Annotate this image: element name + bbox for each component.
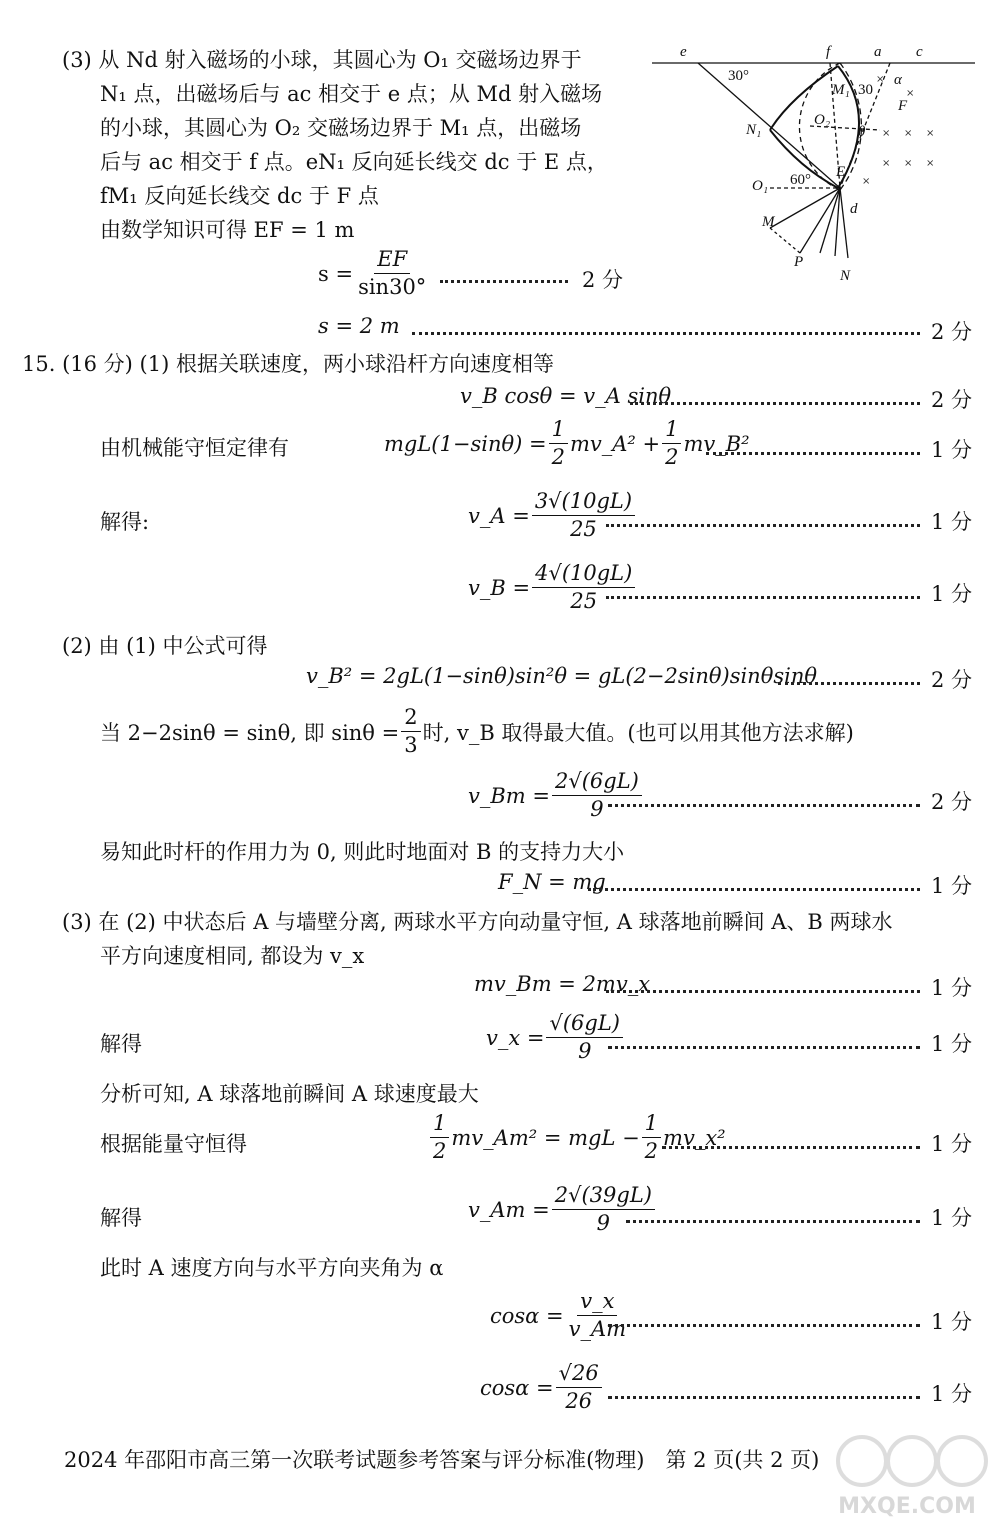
denominator: 9 <box>596 1211 611 1236</box>
equation-vA <box>468 490 637 541</box>
denominator: 26 <box>565 1389 593 1414</box>
equation-momentum: mv_Bm = 2mv_x <box>474 972 651 996</box>
leader-dots <box>608 804 920 807</box>
leader-dots <box>608 1324 920 1327</box>
denominator: 2 <box>551 445 565 470</box>
equation-energy <box>384 418 750 469</box>
label-N: N <box>840 268 851 284</box>
label-angle-60: 60° <box>790 172 811 188</box>
solve-label-2: 解得 <box>100 1032 142 1056</box>
equation-FN: F_N = mg <box>498 870 606 894</box>
vAm-lhs: v_Am = <box>468 1197 550 1222</box>
label-O2: O₂ <box>814 112 831 128</box>
label-M: M <box>762 214 775 230</box>
energy2-mid1: mv_Am² = mgL − <box>451 1125 640 1150</box>
page-footer: 2024 年邵阳市高三第一次联考试题参考答案与评分标准(物理) 第 2 页(共 2 页) <box>64 1448 820 1472</box>
vx-lhs: v_x = <box>486 1025 545 1050</box>
label-angle-30: 30° <box>728 68 749 84</box>
vA-fraction <box>532 490 635 541</box>
equation-cos-2 <box>480 1362 604 1413</box>
half-fraction <box>549 418 568 469</box>
energy-rhs1: mv_A² + <box>569 431 661 456</box>
score: 1 分 <box>930 1032 972 1056</box>
denominator: 2 <box>644 1139 659 1164</box>
equation-velocity-relation: v_B cosθ = v_A sinθ <box>460 384 672 408</box>
solve-label: 解得: <box>100 510 150 534</box>
field-mark: × <box>904 158 913 169</box>
label-N1: N₁ <box>746 122 762 138</box>
part3-line3: 的小球，其圆心为 O₂ 交磁场边界于 M₁ 点，出磁场 <box>100 116 582 140</box>
max-condition <box>100 706 854 757</box>
vBm-fraction <box>552 770 642 821</box>
leader-dots <box>706 452 920 455</box>
denominator: 25 <box>570 517 597 542</box>
field-mark: × <box>926 128 935 139</box>
vA-lhs: v_A = <box>468 503 530 528</box>
watermark-logo <box>822 1421 992 1521</box>
denominator: 2 <box>665 445 679 470</box>
support-text: 易知此时杆的作用力为 0, 则此时地面对 B 的支持力大小 <box>100 840 625 864</box>
field-mark: × <box>904 128 913 139</box>
half-fraction <box>662 418 681 469</box>
vB-fraction <box>532 562 635 613</box>
equation-s-value: s = 2 m <box>318 314 400 338</box>
score: 1 分 <box>930 1206 972 1230</box>
cos2-lhs: cosα = <box>480 1375 554 1400</box>
field-mark: × <box>876 74 885 85</box>
numerator: 1 <box>430 1112 449 1138</box>
vAm-fraction <box>552 1184 655 1235</box>
part3-line2: N₁ 点，出磁场后与 ac 相交于 e 点；从 Md 射入磁场 <box>100 82 603 106</box>
score: 2 分 <box>930 320 972 344</box>
score: 1 分 <box>930 976 972 1000</box>
leader-dots <box>630 402 920 405</box>
angle-text: 此时 A 速度方向与水平方向夹角为 α <box>100 1256 444 1280</box>
leader-dots <box>778 682 920 685</box>
label-d: d <box>850 201 858 217</box>
equation-s-fraction <box>318 248 431 299</box>
equation-vB <box>468 562 637 613</box>
score: 2 分 <box>930 668 972 692</box>
numerator: 3√(10gL) <box>532 490 635 516</box>
equation-cos-1 <box>490 1290 631 1341</box>
max-text-post: 时, v_B 取得最大值。(也可以用其他方法求解) <box>422 720 854 745</box>
eq1-fraction <box>355 248 429 299</box>
numerator: 1 <box>662 418 681 444</box>
label-f: f <box>826 44 831 60</box>
eq1-denominator: sin30° <box>358 275 427 300</box>
vB-lhs: v_B = <box>468 575 531 600</box>
score: 1 分 <box>930 510 972 534</box>
label-alpha: α <box>894 72 902 88</box>
equation-energy-2 <box>428 1112 726 1163</box>
vBm-lhs: v_Bm = <box>468 783 550 808</box>
part2-header: (2) 由 (1) 中公式可得 <box>62 634 268 658</box>
score: 1 分 <box>930 874 972 898</box>
leader-dots <box>606 524 920 527</box>
label-theta-30: 30 <box>858 82 873 98</box>
numerator: √26 <box>556 1362 602 1388</box>
label-P: P <box>794 254 804 270</box>
solve-label-3: 解得 <box>100 1206 142 1230</box>
numerator: v_x <box>577 1290 617 1316</box>
score: 1 分 <box>930 1132 972 1156</box>
denominator: 25 <box>570 589 598 614</box>
leader-dots <box>608 1396 920 1399</box>
score: 1 分 <box>930 438 972 462</box>
energy2-label: 根据能量守恒得 <box>100 1132 247 1156</box>
numerator: √(6gL) <box>546 1012 623 1038</box>
leader-dots <box>440 280 568 283</box>
label-a: a <box>874 44 882 60</box>
leader-dots <box>608 1046 920 1049</box>
score: 2 分 <box>930 790 972 814</box>
part3-q15-line1: (3) 在 (2) 中状态后 A 与墙壁分离, 两球水平方向动量守恒, A 球落地前瞬间 A、B 两球水 <box>62 910 893 934</box>
label-O1: O₁ <box>752 178 769 194</box>
leader-dots <box>412 332 920 335</box>
eq1-numerator: EF <box>374 248 410 274</box>
field-mark: × <box>926 158 935 169</box>
score: 1 分 <box>930 582 972 606</box>
leader-dots <box>662 1146 920 1149</box>
denominator: 9 <box>590 797 604 822</box>
numerator: 2√(6gL) <box>552 770 642 796</box>
half-fraction <box>430 1112 449 1163</box>
part3-line4: 后与 ac 相交于 f 点。eN₁ 反向延长线交 dc 于 E 点， <box>100 150 608 174</box>
cos2-fraction <box>556 1362 602 1413</box>
max-text-pre: 当 2−2sinθ = sinθ, 即 sinθ = <box>100 720 400 745</box>
q15-header: 15. (16 分) (1) 根据关联速度，两小球沿杆方向速度相等 <box>22 352 554 376</box>
part3-line5: fM₁ 反向延长线交 dc 于 F 点 <box>100 184 379 208</box>
field-mark: × <box>862 176 871 187</box>
denominator: 3 <box>404 733 418 758</box>
eq1-lhs: s = <box>318 261 354 286</box>
numerator: 2 <box>401 706 420 732</box>
numerator: 2√(39gL) <box>552 1184 655 1210</box>
label-M1: M₁ <box>832 82 850 98</box>
cos1-lhs: cosα = <box>490 1303 564 1328</box>
equation-vBm <box>468 770 644 821</box>
equation-vx <box>486 1012 625 1063</box>
label-theta: θ <box>858 124 866 140</box>
score: 2 分 <box>582 268 624 292</box>
numerator: 1 <box>549 418 568 444</box>
denominator: v_Am <box>568 1317 627 1342</box>
leader-dots <box>626 1220 920 1223</box>
max-fraction <box>401 706 420 757</box>
numerator: 4√(10gL) <box>532 562 635 588</box>
part3-line6: 由数学知识可得 EF = 1 m <box>100 218 355 242</box>
energy-rhs2: mv_B² <box>683 431 750 456</box>
leader-dots <box>606 990 920 993</box>
cos1-fraction <box>566 1290 629 1341</box>
denominator: 2 <box>433 1139 447 1164</box>
half-fraction <box>642 1112 661 1163</box>
field-mark: × <box>882 158 891 169</box>
part3-q15-line2: 平方向速度相同, 都设为 v_x <box>100 944 365 968</box>
label-E: E <box>836 164 846 180</box>
score: 1 分 <box>930 1310 972 1334</box>
magnetic-field-diagram <box>650 38 980 288</box>
energy-label: 由机械能守恒定律有 <box>100 436 289 460</box>
equation-vAm <box>468 1184 657 1235</box>
leader-dots <box>606 596 920 599</box>
denominator: 9 <box>578 1039 592 1064</box>
label-F: F <box>898 98 908 114</box>
leader-dots <box>588 888 920 891</box>
energy2-mid2: mv_x² <box>663 1125 726 1150</box>
watermark-text: MXQE.COM <box>838 1494 976 1519</box>
field-mark: × <box>882 128 891 139</box>
numerator: 1 <box>642 1112 661 1138</box>
field-mark: × <box>906 88 915 99</box>
equation-vB-squared: v_B² = 2gL(1−sinθ)sin²θ = gL(2−2sinθ)sinθsinθ <box>306 664 818 688</box>
score: 1 分 <box>930 1382 972 1406</box>
analysis-text: 分析可知, A 球落地前瞬间 A 球速度最大 <box>100 1082 479 1106</box>
label-c: c <box>916 44 923 60</box>
energy-lhs: mgL(1−sinθ) = <box>384 431 547 456</box>
part3-line1: (3) 从 Nd 射入磁场的小球，其圆心为 O₁ 交磁场边界于 <box>62 48 582 72</box>
vx-fraction <box>546 1012 623 1063</box>
label-e: e <box>680 44 687 60</box>
score: 2 分 <box>930 388 972 412</box>
